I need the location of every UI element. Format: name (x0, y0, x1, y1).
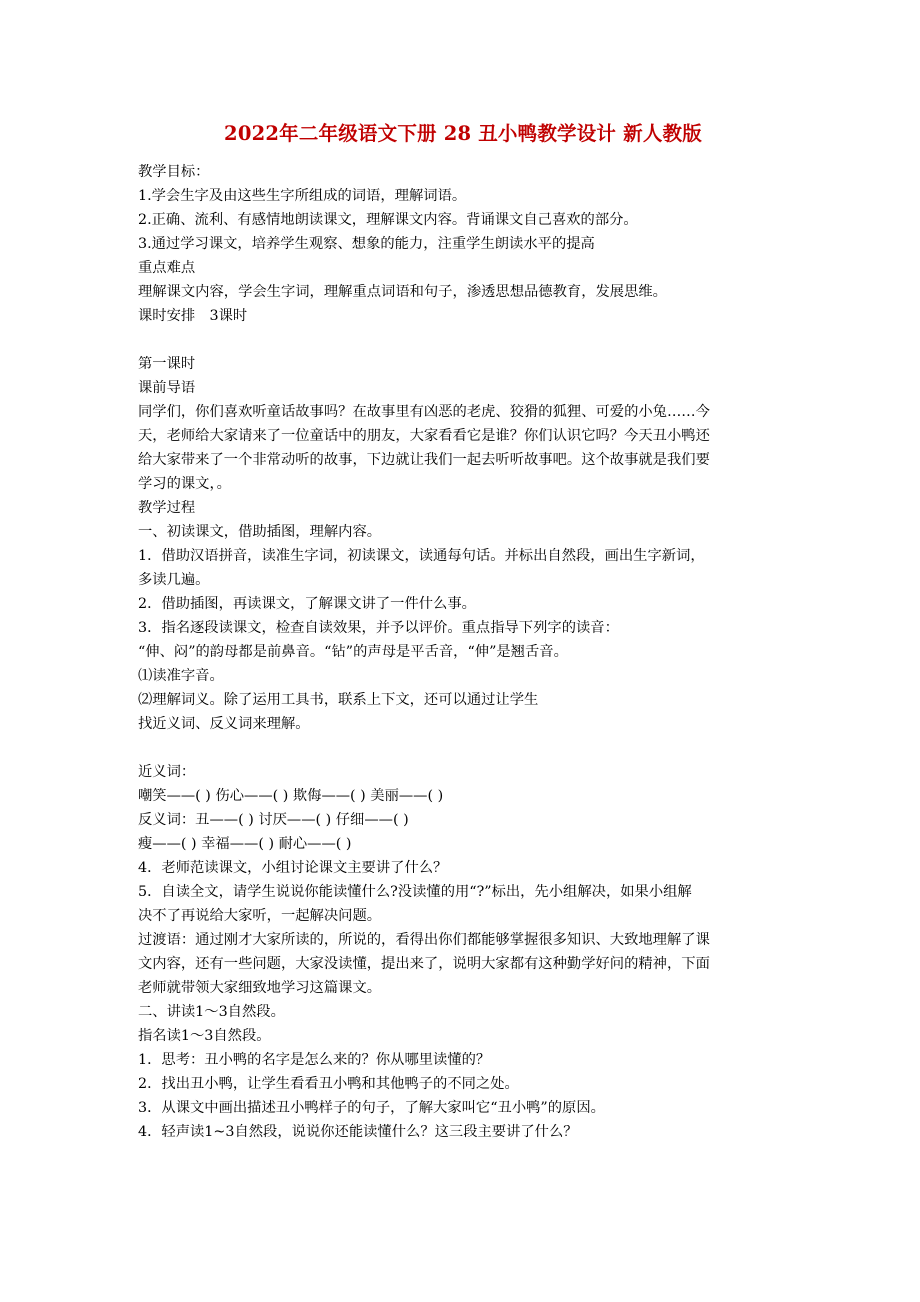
text-line: ⑵理解词义。除了运用工具书，联系上下文，还可以通过让学生 (138, 692, 539, 708)
text-line: 老师就带领大家细致地学习这篇课文。 (138, 980, 382, 996)
text-line: ⑴读准字音。 (138, 668, 224, 684)
text-line: “伸、闷”的韵母都是前鼻音。“钻”的声母是平舌音，“伸”是翘舌音。 (138, 644, 568, 660)
text-line: 2．找出丑小鸭，让学生看看丑小鸭和其他鸭子的不同之处。 (138, 1076, 519, 1092)
text-line: 指名读1～3自然段。 (138, 1028, 271, 1044)
text-line: 找近义词、反义词来理解。 (138, 716, 310, 732)
text-line: 重点难点 (138, 260, 196, 276)
text-line: 理解课文内容，学会生字词，理解重点词语和句子，渗透思想品德教育，发展思维。 (138, 284, 667, 300)
text-line: 给大家带来了一个非常动听的故事，下边就让我们一起去听听故事吧。这个故事就是我们要 (138, 452, 710, 468)
text-line: 教学过程 (138, 500, 196, 516)
blank-line (138, 736, 788, 760)
text-line: 二、讲读1～3自然段。 (138, 1004, 285, 1020)
text-line: 2．借助插图，再读课文，了解课文讲了一件什么事。 (138, 596, 476, 612)
text-line: 学习的课文，。 (138, 476, 231, 492)
text-line: 课时安排 3课时 (138, 308, 248, 324)
text-line: 4．轻声读1~3自然段，说说你还能读懂什么？这三段主要讲了什么？ (138, 1124, 578, 1140)
text-line: 一、初读课文，借助插图，理解内容。 (138, 524, 382, 540)
text-line: 第一课时 (138, 356, 196, 372)
text-line: 1.学会生字及由这些生字所组成的词语，理解词语。 (138, 188, 467, 204)
text-line: 1．借助汉语拼音，读准生字词，初读课文，读通每句话。并标出自然段，画出生字新词， (138, 548, 705, 564)
text-line: 嘲笑——( ) 伤心——( ) 欺侮——( ) 美丽——( ) (138, 788, 444, 804)
text-line: 多读几遍。 (138, 572, 210, 588)
document-body (138, 160, 788, 1144)
text-line: 3．从课文中画出描述丑小鸭样子的句子，了解大家叫它“丑小鸭”的原因。 (138, 1100, 605, 1116)
document-title: 2022年二年级语文下册 28 丑小鸭教学设计 新人教版 (224, 122, 702, 145)
text-line: 3．指名逐段读课文，检查自读效果，并予以评价。重点指导下列字的读音： (138, 620, 619, 636)
text-line: 1．思考：丑小鸭的名字是怎么来的？你从哪里读懂的？ (138, 1052, 491, 1068)
text-line: 教学目标： (138, 164, 210, 180)
text-line: 近义词： (138, 764, 196, 780)
text-line: 天，老师给大家请来了一位童话中的朋友，大家看看它是谁？你们认识它吗？今天丑小鸭还 (138, 428, 710, 444)
text-line: 课前导语 (138, 380, 196, 396)
text-line: 过渡语：通过刚才大家所读的，所说的，看得出你们都能够掌握很多知识、大致地理解了课 (138, 932, 710, 948)
text-line: 决不了再说给大家听，一起解决问题。 (138, 908, 382, 924)
text-line: 3.通过学习课文，培养学生观察、想象的能力，注重学生朗读水平的提高 (138, 236, 595, 252)
text-line: 2.正确、流利、有感情地朗读课文，理解课文内容。背诵课文自己喜欢的部分。 (138, 212, 638, 228)
text-line: 瘦——( ) 幸福——( ) 耐心——( ) (138, 836, 352, 852)
text-line: 4．老师范读课文，小组讨论课文主要讲了什么？ (138, 860, 448, 876)
blank-line (138, 328, 788, 352)
text-line: 同学们，你们喜欢听童话故事吗？在故事里有凶恶的老虎、狡猾的狐狸、可爱的小兔……今 (138, 404, 710, 420)
text-line: 文内容，还有一些问题，大家没读懂，提出来了，说明大家都有这种勤学好问的精神，下面 (138, 956, 710, 972)
text-line: 5．自读全文，请学生说说你能读懂什么?没读懂的用“?”标出，先小组解决，如果小组解 (138, 884, 692, 900)
text-line: 反义词：丑——( ) 讨厌——( ) 仔细——( ) (138, 812, 409, 828)
document-page (138, 118, 788, 1144)
